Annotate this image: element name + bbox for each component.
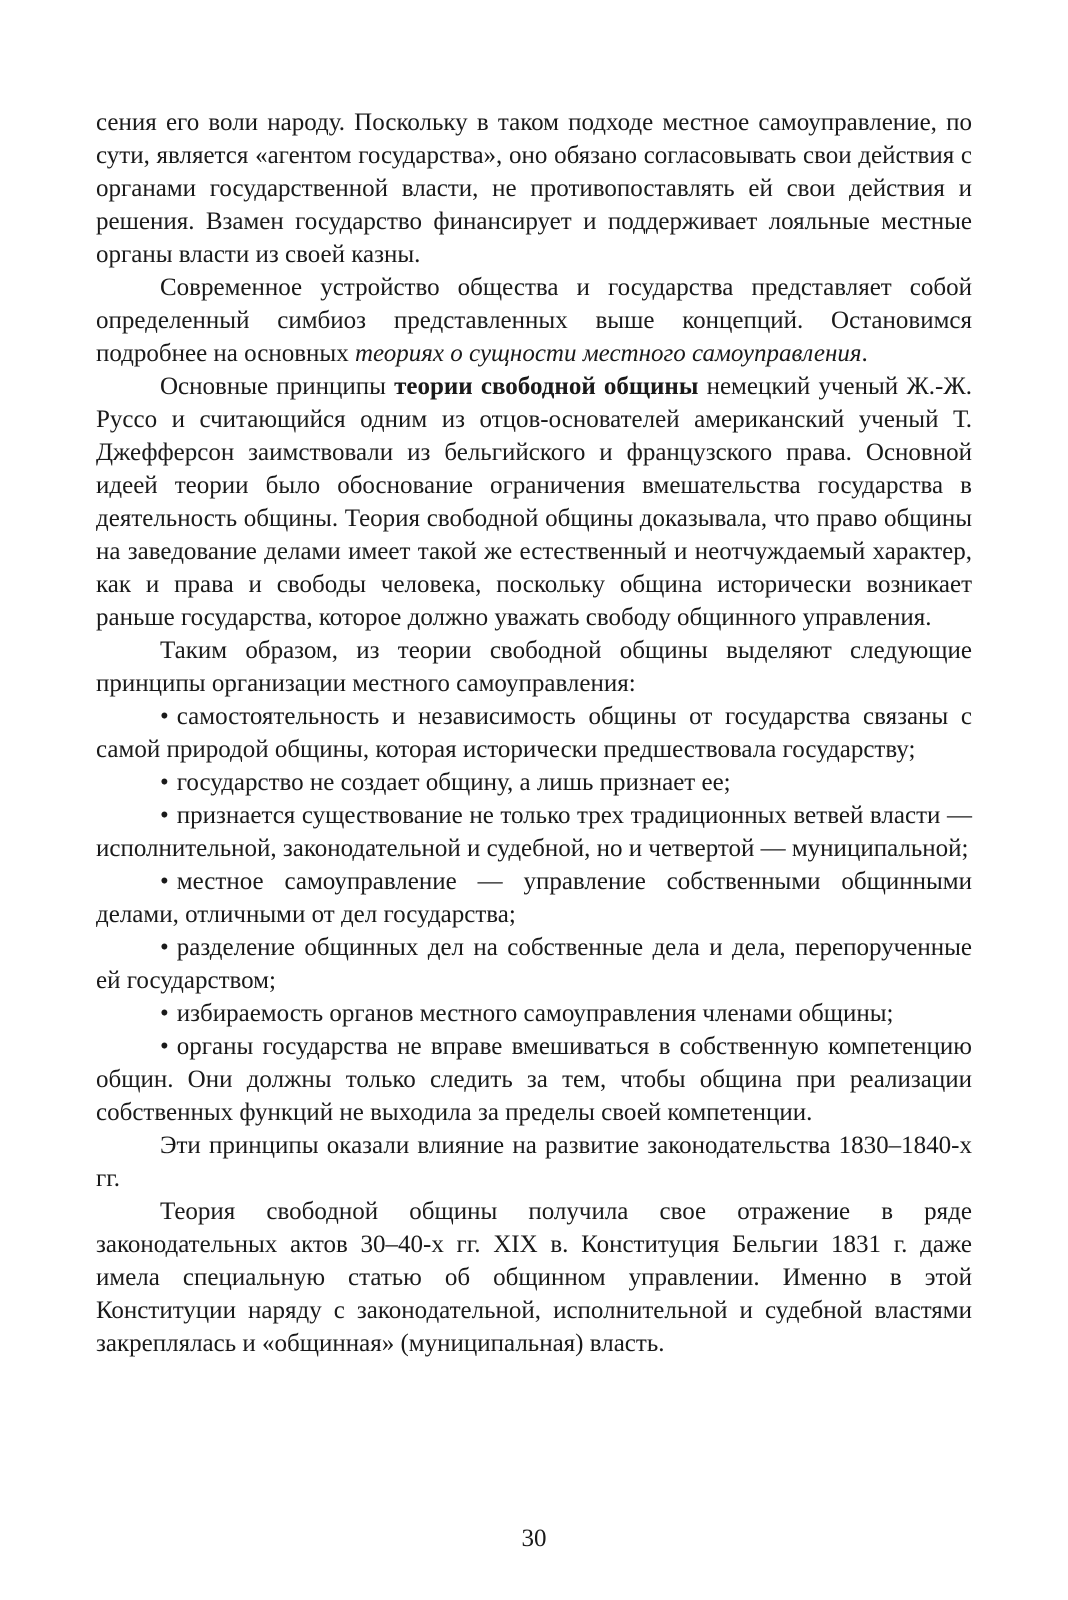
- paragraph-2-end: .: [861, 340, 868, 367]
- paragraph-2: [96, 271, 972, 370]
- bullet-marker: •: [160, 769, 169, 796]
- bullet-text: местное самоуправление — управление собственными общинными делами, отличными от дел государства;: [96, 868, 972, 928]
- bullet-marker: •: [160, 1033, 169, 1060]
- bullet-marker: •: [160, 868, 169, 895]
- bullet-text: признается существование не только трех традиционных ветвей власти — исполнительной, законодательной и судебной, но и четвертой — муниципальной;: [96, 802, 972, 862]
- bullet-text: органы государства не вправе вмешиваться в собственную компетенцию общин. Они должны только следить за тем, чтобы община при реализации собственных функций не выходила за пределы своей компетенции.: [96, 1033, 972, 1126]
- bullet-item-1: [96, 700, 972, 766]
- bullet-item-3: [96, 799, 972, 865]
- paragraph-5: Эти принципы оказали влияние на развитие законодательства 1830–1840-х гг.: [96, 1132, 972, 1192]
- paragraph-3-text: Основные принципы: [160, 373, 395, 400]
- paragraph-3: [96, 370, 972, 634]
- paragraph-2-italic-term: теориях о сущности местного самоуправления: [354, 340, 862, 367]
- bullet-marker: •: [160, 703, 169, 730]
- bullet-item-4: [96, 865, 972, 931]
- paragraph-2-text: Современное устройство общества и государства представляет собой определенный симбиоз представленных выше концепций. Остановимся подробнее на основных: [96, 274, 972, 367]
- bullet-marker: •: [160, 802, 169, 829]
- document-page: [96, 106, 972, 1360]
- paragraph-3-bold-term: теории свободной общины: [394, 373, 699, 400]
- bullet-item-7: [96, 1030, 972, 1129]
- bullet-text: разделение общинных дел на собственные дела и дела, перепорученные ей государством;: [96, 934, 972, 994]
- paragraph-4: Таким образом, из теории свободной общины выделяют следующие принципы организации местного самоуправления:: [96, 637, 972, 697]
- bullet-text: государство не создает общину, а лишь признает ее;: [176, 769, 731, 796]
- paragraph-6: Теория свободной общины получила свое отражение в ряде законодательных актов 30–40-х гг. XIX в. Конституция Бельгии 1831 г. даже имела специальную статью об общинном управлении. Именно в этой Конституции наряду с законодательной, исполнительной и судебной властями закреплялась и «общинная» (муниципальная) власть.: [96, 1198, 972, 1357]
- bullet-marker: •: [160, 1000, 169, 1027]
- page-number: 30: [521, 1525, 547, 1552]
- bullet-item-2: [96, 766, 972, 799]
- bullet-text: самостоятельность и независимость общины от государства связаны с самой природой общины, которая исторически предшествовала государству;: [96, 703, 972, 763]
- paragraph-3-end: немецкий ученый Ж.-Ж. Руссо и считающийся одним из отцов-основателей американский ученый Т. Джефферсон заимствовали из бельгийского и французского права. Основной идеей теории было обоснование ограничения вмешательства государства в деятельность общины. Теория свободной общины доказывала, что право общины на заведование делами имеет такой же естественный и неотчуждаемый характер, как и права и свободы человека, поскольку община исторически возникает раньше государства, которое должно уважать свободу общинного управления.: [96, 373, 972, 631]
- bullet-text: избираемость органов местного самоуправления членами общины;: [176, 1000, 894, 1027]
- bullet-item-5: [96, 931, 972, 997]
- bullet-item-6: [96, 997, 972, 1030]
- bullet-marker: •: [160, 934, 169, 961]
- paragraph-1: сения его воли народу. Поскольку в таком подходе местное самоуправление, по сути, является «агентом государства», оно обязано согласовывать свои действия с органами государственной власти, не противопоставлять ей свои действия и решения. Взамен государство финансирует и поддерживает лояльные местные органы власти из своей казны.: [96, 109, 972, 268]
